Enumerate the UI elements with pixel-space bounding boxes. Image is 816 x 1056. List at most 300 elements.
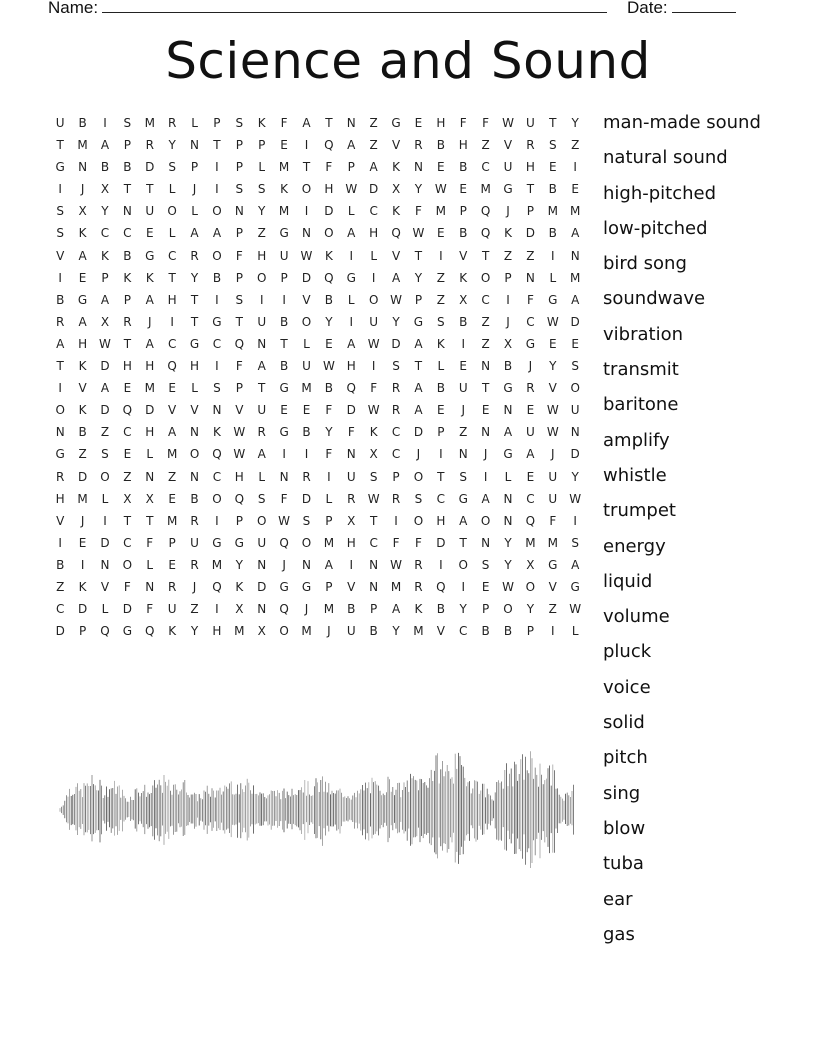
grid-letter[interactable]: A <box>347 336 356 351</box>
grid-letter[interactable]: C <box>369 535 378 550</box>
grid-letter[interactable]: A <box>78 248 87 263</box>
grid-letter[interactable]: A <box>459 513 468 528</box>
grid-letter[interactable]: A <box>414 381 423 396</box>
grid-letter[interactable]: Z <box>459 425 468 440</box>
grid-letter[interactable]: L <box>191 116 198 130</box>
grid-letter[interactable]: Q <box>391 226 401 241</box>
grid-letter[interactable]: M <box>278 160 290 175</box>
grid-letter[interactable]: G <box>525 336 536 351</box>
grid-letter[interactable]: N <box>55 425 65 440</box>
grid-letter[interactable]: I <box>327 469 331 484</box>
grid-letter[interactable]: A <box>302 116 311 130</box>
grid-letter[interactable]: P <box>190 160 199 175</box>
grid-letter[interactable]: U <box>257 403 267 418</box>
grid-letter[interactable]: Q <box>480 204 491 219</box>
grid-letter[interactable]: K <box>436 336 445 351</box>
grid-letter[interactable]: R <box>56 469 65 484</box>
grid-letter[interactable]: D <box>77 469 88 484</box>
grid-letter[interactable]: N <box>257 602 267 617</box>
grid-letter[interactable]: K <box>369 425 378 440</box>
grid-letter[interactable]: P <box>414 292 423 307</box>
grid-letter[interactable]: V <box>503 138 513 153</box>
grid-letter[interactable]: O <box>256 513 267 528</box>
grid-letter[interactable]: D <box>570 314 580 329</box>
grid-letter[interactable]: A <box>78 314 87 329</box>
grid-letter[interactable]: L <box>571 624 579 639</box>
grid-letter[interactable]: L <box>258 469 266 484</box>
grid-letter[interactable]: S <box>56 226 64 241</box>
grid-letter[interactable]: Q <box>279 602 289 617</box>
grid-letter[interactable]: K <box>504 226 512 241</box>
grid-letter[interactable]: N <box>100 557 110 572</box>
grid-letter[interactable]: A <box>145 292 154 307</box>
grid-letter[interactable]: G <box>279 425 289 440</box>
grid-letter[interactable]: F <box>235 248 243 263</box>
grid-letter[interactable]: F <box>482 116 490 130</box>
grid-letter[interactable]: J <box>147 314 152 329</box>
grid-letter[interactable]: V <box>235 403 244 418</box>
grid-letter[interactable]: N <box>190 138 200 153</box>
grid-letter[interactable]: I <box>439 248 443 263</box>
grid-letter[interactable]: M <box>77 138 88 153</box>
grid-letter[interactable]: V <box>56 513 65 528</box>
grid-letter[interactable]: J <box>551 447 555 462</box>
grid-letter[interactable]: Q <box>480 226 491 241</box>
grid-letter[interactable]: M <box>166 447 178 462</box>
grid-letter[interactable]: L <box>370 248 377 263</box>
grid-letter[interactable]: B <box>56 292 65 307</box>
grid-letter[interactable]: Z <box>190 602 199 617</box>
grid-letter[interactable]: I <box>259 292 264 307</box>
grid-letter[interactable]: J <box>506 204 510 219</box>
grid-letter[interactable]: V <box>548 381 557 396</box>
grid-letter[interactable]: T <box>414 359 423 374</box>
grid-letter[interactable]: W <box>502 579 514 594</box>
grid-letter[interactable]: O <box>413 469 424 484</box>
grid-letter[interactable]: O <box>503 602 513 617</box>
grid-letter[interactable]: W <box>546 314 559 329</box>
grid-letter[interactable]: L <box>437 359 445 374</box>
grid-letter[interactable]: H <box>436 513 446 528</box>
grid-letter[interactable]: V <box>190 403 199 418</box>
grid-letter[interactable]: B <box>459 226 468 241</box>
grid-letter[interactable]: Z <box>257 226 266 241</box>
grid-letter[interactable]: I <box>573 513 577 528</box>
grid-letter[interactable]: D <box>301 270 312 285</box>
grid-letter[interactable]: D <box>369 182 379 197</box>
grid-letter[interactable]: J <box>327 624 331 639</box>
grid-letter[interactable]: Z <box>481 336 490 351</box>
grid-letter[interactable]: I <box>215 292 219 307</box>
grid-letter[interactable]: N <box>257 557 267 572</box>
grid-letter[interactable]: C <box>481 160 490 175</box>
grid-letter[interactable]: G <box>413 314 424 329</box>
grid-letter[interactable]: A <box>526 447 535 462</box>
grid-letter[interactable]: B <box>369 624 378 639</box>
grid-letter[interactable]: D <box>122 602 132 617</box>
grid-letter[interactable]: H <box>145 359 155 374</box>
grid-letter[interactable]: W <box>569 602 582 617</box>
grid-letter[interactable]: X <box>459 292 468 307</box>
grid-letter[interactable]: M <box>570 204 581 219</box>
grid-letter[interactable]: G <box>503 182 513 197</box>
grid-letter[interactable]: Z <box>571 138 580 153</box>
grid-letter[interactable]: I <box>215 513 219 528</box>
grid-letter[interactable]: Y <box>392 314 400 329</box>
grid-letter[interactable]: Y <box>549 359 557 374</box>
grid-letter[interactable]: B <box>190 491 199 506</box>
grid-letter[interactable]: G <box>279 579 289 594</box>
grid-letter[interactable]: I <box>551 624 555 639</box>
grid-letter[interactable]: R <box>302 469 311 484</box>
grid-letter[interactable]: N <box>234 204 244 219</box>
grid-letter[interactable]: P <box>78 624 87 639</box>
grid-letter[interactable]: C <box>481 292 490 307</box>
grid-letter[interactable]: G <box>548 292 558 307</box>
grid-letter[interactable]: F <box>370 381 378 396</box>
grid-letter[interactable]: Z <box>369 138 378 153</box>
grid-letter[interactable]: B <box>279 314 289 329</box>
grid-letter[interactable]: R <box>414 138 423 153</box>
grid-letter[interactable]: O <box>167 204 177 219</box>
grid-letter[interactable]: N <box>190 425 200 440</box>
grid-letter[interactable]: E <box>280 138 288 153</box>
grid-letter[interactable]: K <box>459 270 468 285</box>
grid-letter[interactable]: B <box>302 425 311 440</box>
grid-letter[interactable]: M <box>390 579 402 594</box>
grid-letter[interactable]: C <box>391 447 401 462</box>
grid-letter[interactable]: B <box>459 314 468 329</box>
grid-letter[interactable]: P <box>392 469 400 484</box>
grid-letter[interactable]: O <box>480 513 491 528</box>
grid-letter[interactable]: I <box>58 535 62 550</box>
grid-letter[interactable]: H <box>78 336 88 351</box>
grid-letter[interactable]: O <box>212 204 222 219</box>
grid-letter[interactable]: I <box>439 447 443 462</box>
grid-letter[interactable]: F <box>325 447 333 462</box>
grid-letter[interactable]: I <box>573 160 577 175</box>
grid-letter[interactable]: G <box>503 381 513 396</box>
grid-letter[interactable]: L <box>146 447 154 462</box>
grid-letter[interactable]: W <box>390 292 402 307</box>
grid-letter[interactable]: P <box>370 602 378 617</box>
grid-letter[interactable]: I <box>282 447 286 462</box>
grid-letter[interactable]: G <box>234 535 244 550</box>
grid-letter[interactable]: T <box>213 138 221 153</box>
grid-letter[interactable]: Y <box>235 557 243 572</box>
grid-letter[interactable]: Q <box>436 579 446 594</box>
grid-letter[interactable]: B <box>436 602 445 617</box>
grid-letter[interactable]: X <box>526 557 535 572</box>
grid-letter[interactable]: B <box>212 270 222 285</box>
grid-letter[interactable]: S <box>213 381 221 396</box>
grid-letter[interactable]: F <box>123 579 131 594</box>
grid-letter[interactable]: A <box>571 226 580 241</box>
grid-letter[interactable]: P <box>481 602 490 617</box>
grid-letter[interactable]: N <box>481 359 491 374</box>
grid-letter[interactable]: I <box>103 513 107 528</box>
grid-letter[interactable]: K <box>168 624 177 639</box>
grid-letter[interactable]: N <box>458 447 468 462</box>
grid-letter[interactable]: J <box>416 447 421 462</box>
grid-letter[interactable]: R <box>526 381 535 396</box>
grid-letter[interactable]: I <box>506 292 510 307</box>
grid-letter[interactable]: E <box>168 557 176 572</box>
grid-letter[interactable]: A <box>571 557 580 572</box>
grid-letter[interactable]: V <box>56 248 65 263</box>
grid-letter[interactable]: B <box>78 116 87 130</box>
grid-letter[interactable]: L <box>191 204 198 219</box>
grid-letter[interactable]: T <box>481 381 490 396</box>
grid-letter[interactable]: N <box>413 160 423 175</box>
grid-letter[interactable]: H <box>55 491 65 506</box>
grid-letter[interactable]: Q <box>525 513 536 528</box>
grid-letter[interactable]: J <box>461 403 465 418</box>
grid-letter[interactable]: T <box>258 381 266 396</box>
grid-letter[interactable]: S <box>235 116 244 130</box>
grid-letter[interactable]: T <box>302 160 311 175</box>
grid-letter[interactable]: P <box>235 513 243 528</box>
grid-letter[interactable]: R <box>190 513 199 528</box>
grid-letter[interactable]: E <box>571 182 579 197</box>
grid-letter[interactable]: P <box>101 270 109 285</box>
grid-letter[interactable]: C <box>123 226 132 241</box>
grid-letter[interactable]: I <box>551 248 555 263</box>
grid-letter[interactable]: P <box>325 513 333 528</box>
grid-letter[interactable]: P <box>235 160 243 175</box>
grid-letter[interactable]: M <box>77 491 88 506</box>
grid-letter[interactable]: U <box>346 469 356 484</box>
grid-letter[interactable]: M <box>323 602 335 617</box>
grid-letter[interactable]: Q <box>212 447 222 462</box>
grid-letter[interactable]: I <box>304 204 309 219</box>
grid-letter[interactable]: A <box>503 425 513 440</box>
grid-letter[interactable]: L <box>325 491 333 506</box>
grid-letter[interactable]: O <box>212 248 222 263</box>
grid-letter[interactable]: S <box>257 491 266 506</box>
grid-letter[interactable]: U <box>145 204 155 219</box>
grid-letter[interactable]: E <box>145 226 154 241</box>
grid-letter[interactable]: T <box>190 314 199 329</box>
grid-letter[interactable]: N <box>346 116 356 130</box>
grid-letter[interactable]: G <box>212 535 222 550</box>
grid-letter[interactable]: P <box>347 160 355 175</box>
grid-letter[interactable]: V <box>302 292 311 307</box>
grid-letter[interactable]: O <box>256 270 267 285</box>
grid-letter[interactable]: Y <box>526 602 535 617</box>
grid-letter[interactable]: H <box>122 359 132 374</box>
grid-letter[interactable]: U <box>190 535 199 550</box>
grid-letter[interactable]: S <box>459 469 468 484</box>
grid-letter[interactable]: V <box>78 381 87 396</box>
grid-letter[interactable]: T <box>56 138 64 153</box>
grid-letter[interactable]: E <box>325 336 333 351</box>
grid-letter[interactable]: B <box>56 557 65 572</box>
grid-letter[interactable]: R <box>145 138 154 153</box>
grid-letter[interactable]: F <box>526 292 534 307</box>
grid-letter[interactable]: G <box>548 557 558 572</box>
grid-letter[interactable]: A <box>100 138 110 153</box>
grid-letter[interactable]: Q <box>167 359 177 374</box>
grid-letter[interactable]: S <box>101 447 109 462</box>
grid-letter[interactable]: Y <box>190 270 199 285</box>
grid-letter[interactable]: H <box>346 359 356 374</box>
grid-letter[interactable]: D <box>100 403 110 418</box>
grid-letter[interactable]: S <box>571 535 579 550</box>
grid-letter[interactable]: F <box>280 491 288 506</box>
grid-letter[interactable]: X <box>100 314 110 329</box>
grid-letter[interactable]: U <box>302 359 311 374</box>
grid-letter[interactable]: S <box>369 469 378 484</box>
grid-letter[interactable]: Q <box>145 624 155 639</box>
grid-letter[interactable]: B <box>279 359 289 374</box>
grid-letter[interactable]: T <box>414 248 423 263</box>
grid-letter[interactable]: V <box>391 248 401 263</box>
grid-letter[interactable]: A <box>100 292 110 307</box>
grid-letter[interactable]: X <box>100 182 110 197</box>
grid-letter[interactable]: S <box>437 314 445 329</box>
grid-letter[interactable]: G <box>55 160 65 175</box>
grid-letter[interactable]: H <box>525 160 535 175</box>
grid-letter[interactable]: N <box>503 513 513 528</box>
grid-letter[interactable]: H <box>436 116 446 130</box>
grid-letter[interactable]: A <box>257 359 266 374</box>
grid-letter[interactable]: I <box>58 381 62 396</box>
grid-letter[interactable]: O <box>368 292 379 307</box>
grid-letter[interactable]: Q <box>324 138 334 153</box>
grid-letter[interactable]: V <box>347 579 356 594</box>
grid-letter[interactable]: K <box>280 182 289 197</box>
grid-letter[interactable]: O <box>413 513 424 528</box>
grid-letter[interactable]: E <box>459 359 468 374</box>
grid-letter[interactable]: A <box>212 226 222 241</box>
grid-letter[interactable]: P <box>213 116 221 130</box>
grid-letter[interactable]: P <box>235 226 243 241</box>
grid-letter[interactable]: A <box>414 336 423 351</box>
grid-letter[interactable]: T <box>123 182 132 197</box>
grid-letter[interactable]: I <box>80 557 85 572</box>
grid-letter[interactable]: N <box>78 160 88 175</box>
grid-letter[interactable]: D <box>77 602 88 617</box>
grid-letter[interactable]: R <box>190 248 199 263</box>
grid-letter[interactable]: F <box>414 204 422 219</box>
grid-letter[interactable]: G <box>346 270 356 285</box>
grid-letter[interactable]: M <box>570 270 581 285</box>
grid-letter[interactable]: N <box>481 535 491 550</box>
grid-letter[interactable]: G <box>391 116 401 130</box>
grid-letter[interactable]: J <box>80 182 85 197</box>
grid-letter[interactable]: W <box>367 336 380 351</box>
grid-letter[interactable]: L <box>347 292 355 307</box>
grid-letter[interactable]: W <box>412 226 425 241</box>
grid-letter[interactable]: J <box>80 513 85 528</box>
grid-letter[interactable]: D <box>301 491 312 506</box>
grid-letter[interactable]: G <box>301 579 312 594</box>
grid-letter[interactable]: K <box>414 602 423 617</box>
grid-letter[interactable]: F <box>280 116 288 130</box>
grid-letter[interactable]: L <box>504 469 512 484</box>
grid-letter[interactable]: T <box>437 469 445 484</box>
grid-letter[interactable]: D <box>100 359 110 374</box>
grid-letter[interactable]: O <box>279 624 289 639</box>
grid-letter[interactable]: Y <box>101 204 109 219</box>
grid-letter[interactable]: Z <box>548 602 557 617</box>
grid-letter[interactable]: I <box>304 138 309 153</box>
grid-letter[interactable]: U <box>526 425 535 440</box>
grid-letter[interactable]: U <box>548 491 558 506</box>
grid-letter[interactable]: I <box>215 160 219 175</box>
grid-letter[interactable]: Y <box>258 204 266 219</box>
grid-letter[interactable]: M <box>323 535 335 550</box>
grid-letter[interactable]: E <box>414 116 423 130</box>
grid-letter[interactable]: F <box>549 513 557 528</box>
grid-letter[interactable]: E <box>437 160 445 175</box>
grid-letter[interactable]: E <box>78 270 87 285</box>
grid-letter[interactable]: Y <box>190 624 199 639</box>
grid-letter[interactable]: Q <box>100 624 110 639</box>
grid-letter[interactable]: Z <box>369 116 378 130</box>
grid-letter[interactable]: T <box>123 513 132 528</box>
grid-letter[interactable]: W <box>345 182 358 197</box>
grid-letter[interactable]: K <box>78 359 87 374</box>
grid-letter[interactable]: M <box>525 535 536 550</box>
grid-letter[interactable]: V <box>168 403 177 418</box>
grid-letter[interactable]: U <box>526 116 535 130</box>
grid-letter[interactable]: H <box>257 248 267 263</box>
grid-letter[interactable]: O <box>122 557 133 572</box>
grid-letter[interactable]: N <box>570 248 580 263</box>
grid-letter[interactable]: L <box>303 336 310 351</box>
grid-letter[interactable]: G <box>570 579 580 594</box>
grid-letter[interactable]: H <box>369 226 379 241</box>
grid-letter[interactable]: K <box>78 579 87 594</box>
grid-letter[interactable]: O <box>301 314 312 329</box>
grid-letter[interactable]: Y <box>414 270 423 285</box>
grid-letter[interactable]: S <box>168 160 176 175</box>
grid-letter[interactable]: M <box>144 116 155 130</box>
grid-letter[interactable]: E <box>437 226 445 241</box>
grid-letter[interactable]: W <box>233 425 246 440</box>
grid-letter[interactable]: F <box>414 535 422 550</box>
grid-letter[interactable]: N <box>525 270 535 285</box>
grid-letter[interactable]: T <box>146 182 154 197</box>
grid-letter[interactable]: S <box>548 138 557 153</box>
grid-letter[interactable]: N <box>190 469 200 484</box>
grid-letter[interactable]: B <box>347 602 356 617</box>
grid-letter[interactable]: K <box>145 270 154 285</box>
grid-letter[interactable]: M <box>413 624 424 639</box>
grid-letter[interactable]: S <box>56 204 64 219</box>
grid-letter[interactable]: I <box>215 602 219 617</box>
grid-letter[interactable]: M <box>301 381 312 396</box>
grid-letter[interactable]: I <box>349 557 354 572</box>
grid-letter[interactable]: O <box>189 447 200 462</box>
grid-letter[interactable]: M <box>144 381 155 396</box>
grid-letter[interactable]: L <box>168 182 176 197</box>
grid-letter[interactable]: J <box>192 182 197 197</box>
grid-letter[interactable]: A <box>414 403 423 418</box>
grid-letter[interactable]: B <box>548 182 557 197</box>
grid-letter[interactable]: I <box>58 182 62 197</box>
grid-letter[interactable]: A <box>347 138 356 153</box>
grid-letter[interactable]: T <box>369 513 378 528</box>
grid-letter[interactable]: G <box>458 491 468 506</box>
grid-letter[interactable]: I <box>215 182 219 197</box>
grid-letter[interactable]: P <box>235 138 243 153</box>
grid-letter[interactable]: E <box>548 336 557 351</box>
grid-letter[interactable]: W <box>300 248 313 263</box>
grid-letter[interactable]: P <box>459 204 467 219</box>
